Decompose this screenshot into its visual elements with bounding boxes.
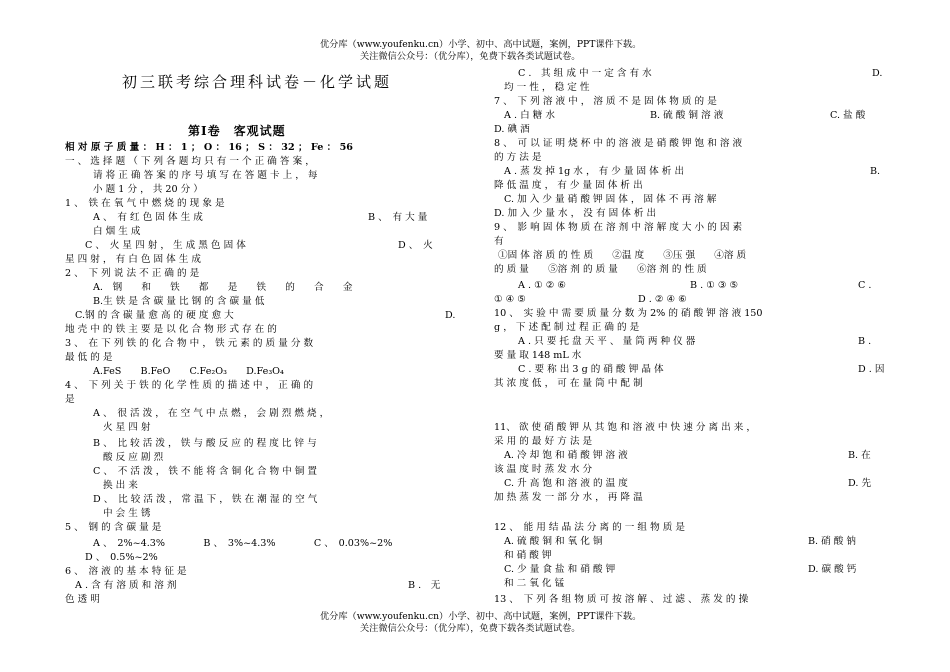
right-text-line: C. 升 高 饱 和 溶 液 的 温 度 — [504, 478, 628, 489]
left-text-line: B 、 有 大 量 — [368, 212, 428, 223]
right-text-line: A . 蒸 发 掉 1g 水 ， 有 少 量 固 体 析 出 — [504, 166, 685, 177]
right-text-line: ① ④ ⑤ — [494, 294, 526, 305]
exam-title: 初三联考综合理科试卷－化学试题 — [122, 73, 393, 91]
right-text-line: B. 在 — [848, 450, 871, 461]
left-text-line: 中 会 生 锈 — [103, 508, 151, 519]
right-text-line: 要 量 取 148 mL 水 — [494, 350, 582, 361]
right-text-line: 9 、 影 响 固 体 物 质 在 溶 剂 中 溶 解 度 大 小 的 因 素 — [494, 222, 743, 233]
right-text-line: g ， 下 述 配 制 过 程 正 确 的 是 — [494, 322, 640, 333]
right-text-line: 降 低 温 度 ， 有 少 量 固 体 析 出 — [494, 180, 643, 191]
left-text-line: 一 、 选 择 题 （ 下 列 各 题 均 只 有 一 个 正 确 答 案 ， — [65, 156, 315, 167]
left-text-line: 最 低 的 是 — [65, 352, 113, 363]
right-text-line: A. 冷 却 饱 和 硝 酸 钾 溶 液 — [504, 450, 628, 461]
footer-line-1: 优分库（www.youfenku.cn）小学、初中、高中试题，案例，PPT课件下载。 — [320, 611, 642, 622]
right-text-line: 有 — [494, 236, 504, 247]
left-text-line: C 、 火 星 四 射 ， 生 成 黑 色 固 体 — [85, 240, 246, 251]
left-text-line: 1 、 铁 在 氧 气 中 燃 烧 的 现 象 是 — [65, 198, 225, 209]
right-text-line: 其 浓 度 低 ， 可 在 量 筒 中 配 制 — [494, 378, 643, 389]
right-text-line: 10 、 实 验 中 需 要 质 量 分 数 为 2% 的 硝 酸 钾 溶 液 150 — [494, 308, 763, 319]
left-text-line: 是 — [65, 394, 75, 405]
left-text-line: B.生 铁 是 含 碳 量 比 钢 的 含 碳 量 低 — [93, 296, 265, 307]
right-text-line: C . 要 称 出 3 g 的 硝 酸 钾 晶 体 — [518, 364, 664, 375]
section-heading: 第Ⅰ卷 客观试题 — [188, 124, 286, 138]
left-text-line: B 、 比 较 活 泼 ， 铁 与 酸 反 应 的 程 度 比 锌 与 — [93, 438, 317, 449]
right-text-line: 8 、 可 以 证 明 烧 杯 中 的 溶 液 是 硝 酸 钾 饱 和 溶 液 — [494, 138, 743, 149]
left-text-line: 换 出 来 — [103, 480, 138, 491]
left-text-line: 4 、 下 列 关 于 铁 的 化 学 性 质 的 描 述 中 ， 正 确 的 — [65, 380, 314, 391]
left-text-line: 3 、 在 下 列 铁 的 化 合 物 中 ， 铁 元 素 的 质 量 分 数 — [65, 338, 314, 349]
right-text-line: B . — [858, 336, 872, 347]
footer-line-2: 关注微信公众号：（优分库），免费下载各类试题试卷。 — [360, 623, 581, 634]
left-text-line: 星 四 射 ， 有 白 色 固 体 生 成 — [65, 254, 202, 265]
right-text-line: C. 少 量 食 盐 和 硝 酸 钾 — [504, 564, 616, 575]
right-text-line: B. — [870, 166, 881, 177]
right-text-line: B. 硝 酸 钠 — [808, 536, 857, 547]
right-text-line: D. 先 — [848, 478, 872, 489]
left-text-line: 5 、 钢 的 含 碳 量 是 — [65, 522, 162, 533]
left-text-line: B . 无 — [408, 580, 441, 591]
left-text-line: 酸 反 应 剧 烈 — [103, 452, 164, 463]
left-text-line: 白 烟 生 成 — [93, 226, 141, 237]
right-text-line: D . ② ④ ⑥ — [638, 294, 687, 305]
left-text-line: D. — [445, 310, 456, 321]
left-text-line: A . 含 有 溶 质 和 溶 剂 — [75, 580, 177, 591]
right-text-line: 均 一 性 ， 稳 定 性 — [504, 82, 590, 93]
right-text-line: D. — [872, 68, 883, 79]
right-text-line: A. 硫 酸 铜 和 氧 化 铜 — [504, 536, 603, 547]
left-text-line: C.钢 的 含 碳 量 愈 高 的 硬 度 愈 大 — [75, 310, 234, 321]
right-text-line: D. 碳 酸 钙 — [808, 564, 857, 575]
right-text-line: D. 加 入 少 量 水 ， 没 有 固 体 析 出 — [494, 208, 657, 219]
right-text-line: D. 碘 酒 — [494, 124, 530, 135]
right-text-line: 的 方 法 是 — [494, 152, 542, 163]
right-text-line: A . 白 糖 水 — [504, 110, 555, 121]
left-text-line: A 、 很 活 泼 ， 在 空 气 中 点 燃 ， 会 剧 烈 燃 烧 ， — [93, 408, 330, 419]
left-text-line: C 、 不 活 泼 ， 铁 不 能 将 含 铜 化 合 物 中 铜 置 — [93, 466, 318, 477]
right-text-line: 和 硝 酸 钾 — [504, 550, 552, 561]
right-text-line: C. 盐 酸 — [830, 110, 866, 121]
right-text-line: 7 、 下 列 溶 液 中 ， 溶 质 不 是 固 体 物 质 的 是 — [494, 96, 717, 107]
right-text-line: A . 只 要 托 盘 天 平 、 量 筒 两 种 仪 器 — [518, 336, 696, 347]
right-text-line: ①固 体 溶 质 的 性 质 ②温 度 ③压 强 ④溶 质 — [498, 250, 747, 261]
header-line-2: 关注微信公众号：（优分库），免费下载各类试题试卷。 — [360, 51, 581, 62]
left-text-line: 6 、 溶 液 的 基 本 特 征 是 — [65, 566, 187, 577]
right-text-line: B. 硫 酸 铜 溶 液 — [650, 110, 724, 121]
left-text-line: 小 题 1 分 ， 共 20 分 ） — [93, 184, 203, 195]
left-text-line: D 、 比 较 活 泼 ， 常 温 下 ， 铁 在 潮 湿 的 空 气 — [93, 494, 318, 505]
left-text-line: A. 钢 和 铁 都 是 铁 的 合 金 — [93, 282, 353, 293]
left-text-line: A 、 2%~4.3% B 、 3%~4.3% C 、 0.03%~2% — [93, 538, 393, 549]
right-text-line: 12 、 能 用 结 晶 法 分 离 的 一 组 物 质 是 — [494, 522, 685, 533]
left-text-line: 请 将 正 确 答 案 的 序 号 填 写 在 答 题 卡 上 ， 每 — [93, 170, 318, 181]
right-text-line: 的 质 量 ⑤溶 剂 的 质 量 ⑥溶 剂 的 性 质 — [494, 264, 707, 275]
right-text-line: A . ① ② ⑥ — [518, 280, 566, 291]
right-text-line: C . 其 组 成 中 一 定 含 有 水 — [518, 68, 652, 79]
left-text-line: D 、 火 — [398, 240, 433, 251]
right-text-line: B . ① ③ ⑤ — [690, 280, 739, 291]
left-text-line: 地 壳 中 的 铁 主 要 是 以 化 合 物 形 式 存 在 的 — [65, 324, 277, 335]
left-text-line: 色 透 明 — [65, 594, 100, 605]
right-text-line: C . — [858, 280, 872, 291]
right-text-line: C. 加 入 少 量 硝 酸 钾 固 体 ， 固 体 不 再 溶 解 — [504, 194, 717, 205]
left-text-line: 火 星 四 射 — [103, 422, 151, 433]
header-line-1: 优分库（www.youfenku.cn）小学、初中、高中试题，案例，PPT课件下载。 — [320, 39, 642, 50]
left-text-line: A.FeS B.FeO C.Fe₂O₃ D.Fe₃O₄ — [93, 366, 284, 377]
right-text-line: D . 因 — [858, 364, 885, 375]
left-text-line: A 、 有 红 色 固 体 生 成 — [93, 212, 203, 223]
right-text-line: 该 温 度 时 蒸 发 水 分 — [494, 464, 593, 475]
left-text-line: D 、 0.5%~2% — [85, 552, 158, 563]
left-text-line: 相 对 原 子 质 量 ： H ： 1 ； O ： 16 ； S ： 32 ； Fe ： 56 — [65, 142, 353, 153]
right-text-line: 13 、 下 列 各 组 物 质 可 按 溶 解 、 过 滤 、 蒸 发 的 操 — [494, 594, 749, 605]
right-text-line: 加 热 蒸 发 一 部 分 水 ， 再 降 温 — [494, 492, 643, 503]
right-text-line: 采 用 的 最 好 方 法 是 — [494, 436, 593, 447]
right-text-line: 11、 欲 使 硝 酸 钾 从 其 饱 和 溶 液 中 快 速 分 离 出 来 ， — [494, 422, 757, 433]
left-text-line: 2 、 下 列 说 法 不 正 确 的 是 — [65, 268, 200, 279]
right-text-line: 和 二 氧 化 锰 — [504, 578, 565, 589]
